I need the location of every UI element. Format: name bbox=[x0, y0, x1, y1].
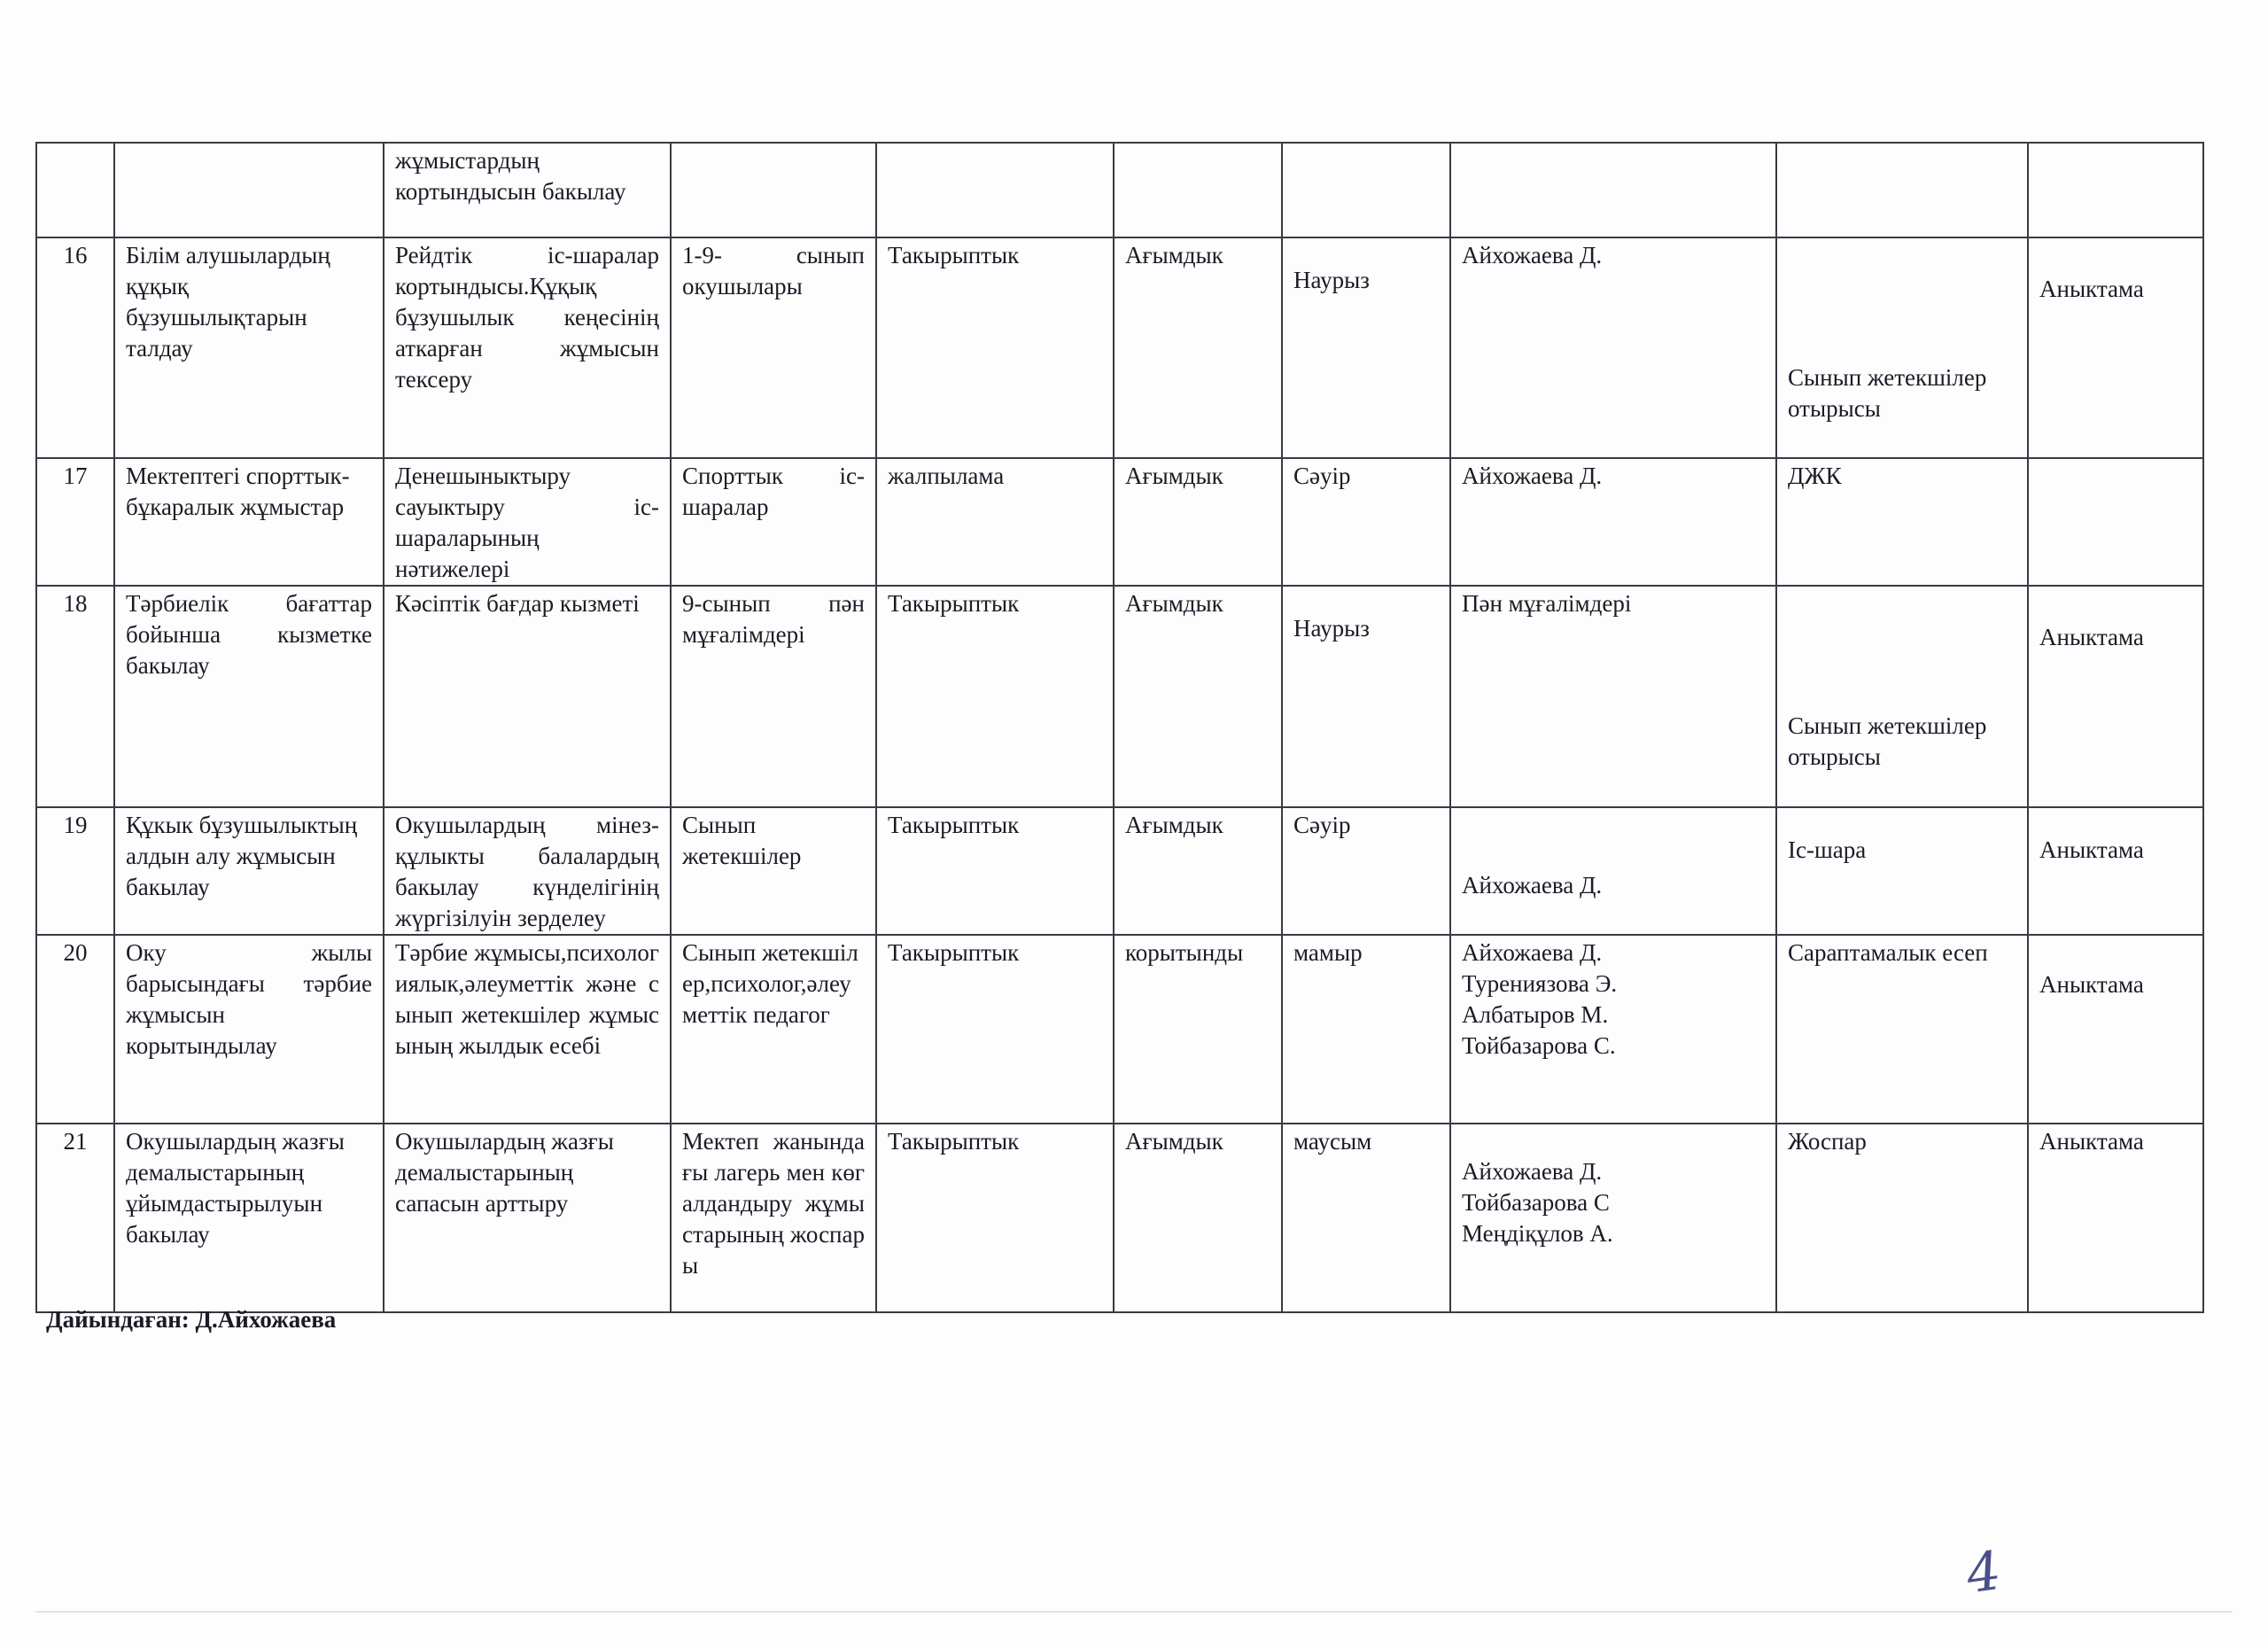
where-considered: Сынып жетекшілер отырысы bbox=[1776, 586, 2028, 807]
prepared-by: Дайындаған: Д.Айхожаева bbox=[46, 1306, 337, 1333]
row-number: 18 bbox=[36, 586, 114, 807]
responsible: Пән мұғалімдері bbox=[1450, 586, 1776, 807]
where-considered bbox=[1776, 143, 2028, 237]
control-purpose: Окушылардың мінез-құлыкты балалардың бакылау күнделігінің жүргізілуін зерделеу bbox=[384, 807, 671, 935]
result: Аныктама bbox=[2028, 237, 2203, 458]
control-plan-table bbox=[35, 142, 2204, 1313]
result: Аныктама bbox=[2028, 586, 2203, 807]
table-row bbox=[36, 586, 2203, 807]
control-area: Тәрбиелік бағаттар бойынша кызметке бакылау bbox=[114, 586, 384, 807]
row-number bbox=[36, 143, 114, 237]
control-type bbox=[876, 143, 1114, 237]
control-object: 9-сынып пән мұғалімдері bbox=[671, 586, 876, 807]
control-object: Сынып жетекшілер bbox=[671, 807, 876, 935]
control-purpose: Денешыныктыру сауыктыру іс-шараларының нәтижелері bbox=[384, 458, 671, 586]
responsible: Айхожаева Д. bbox=[1450, 237, 1776, 458]
control-type: Такырыптык bbox=[876, 1124, 1114, 1312]
control-time: Наурыз bbox=[1282, 237, 1450, 458]
where-considered: Сынып жетекшілер отырысы bbox=[1776, 237, 2028, 458]
control-area: Мектептегі спорттык-бұкаралык жұмыстар bbox=[114, 458, 384, 586]
control-object: 1-9- сынып окушылары bbox=[671, 237, 876, 458]
where-considered: Іс-шара bbox=[1776, 807, 2028, 935]
responsible: Айхожаева Д. Турениязова Э. Албатыров М. Тойбазарова С. bbox=[1450, 935, 1776, 1124]
control-object: Спорттык іс-шаралар bbox=[671, 458, 876, 586]
control-area: Құкык бұзушылыктың алдын алу жұмысын бакылау bbox=[114, 807, 384, 935]
control-area: Окушылардың жазғы демалыстарының ұйымдастырылуын бакылау bbox=[114, 1124, 384, 1312]
control-object bbox=[671, 143, 876, 237]
control-kind bbox=[1114, 143, 1282, 237]
responsible: Айхожаева Д. bbox=[1450, 807, 1776, 935]
control-kind: Ағымдык bbox=[1114, 1124, 1282, 1312]
result: Аныктама bbox=[2028, 935, 2203, 1124]
responsible: Айхожаева Д. Тойбазарова С Меңдіқұлов А. bbox=[1450, 1124, 1776, 1312]
control-area bbox=[114, 143, 384, 237]
result bbox=[2028, 143, 2203, 237]
result: Аныктама bbox=[2028, 1124, 2203, 1312]
control-type: жалпылама bbox=[876, 458, 1114, 586]
control-type: Такырыптык bbox=[876, 237, 1114, 458]
table-row bbox=[36, 143, 2203, 237]
scan-edge-line bbox=[35, 1611, 2233, 1613]
control-time: Сәуір bbox=[1282, 807, 1450, 935]
control-object: Сынып жетекшілер,психолог,әлеуметтік педагог bbox=[671, 935, 876, 1124]
table-row bbox=[36, 1124, 2203, 1312]
control-area: Білім алушылардың құқық бұзушылықтарын талдау bbox=[114, 237, 384, 458]
control-time: мамыр bbox=[1282, 935, 1450, 1124]
control-area: Оку жылы барысындағы тәрбие жұмысын корытындылау bbox=[114, 935, 384, 1124]
result bbox=[2028, 458, 2203, 586]
control-kind: Ағымдык bbox=[1114, 237, 1282, 458]
control-kind: Ағымдык bbox=[1114, 586, 1282, 807]
page-number: 4 bbox=[1962, 1539, 2005, 1606]
control-type: Такырыптык bbox=[876, 807, 1114, 935]
control-purpose: Тәрбие жұмысы,психологиялык,әлеуметтік және сынып жетекшілер жұмысының жылдык есебі bbox=[384, 935, 671, 1124]
control-time: Сәуір bbox=[1282, 458, 1450, 586]
control-purpose: Кәсіптік бағдар кызметі bbox=[384, 586, 671, 807]
control-purpose: Окушылардың жазғы демалыстарының сапасын арттыру bbox=[384, 1124, 671, 1312]
where-considered: Сараптамалык есеп bbox=[1776, 935, 2028, 1124]
row-number: 19 bbox=[36, 807, 114, 935]
row-number: 21 bbox=[36, 1124, 114, 1312]
responsible: Айхожаева Д. bbox=[1450, 458, 1776, 586]
table-row bbox=[36, 237, 2203, 458]
control-time: Наурыз bbox=[1282, 586, 1450, 807]
control-purpose: жұмыстардың кортындысын бакылау bbox=[384, 143, 671, 237]
control-kind: Ағымдык bbox=[1114, 458, 1282, 586]
control-object: Мектеп жанындағы лагерь мен көгалдандыру жұмыстарының жоспары bbox=[671, 1124, 876, 1312]
result: Аныктама bbox=[2028, 807, 2203, 935]
control-type: Такырыптык bbox=[876, 935, 1114, 1124]
control-purpose: Рейдтік іс-шаралар кортындысы.Құқық бұзушылык кеңесінің аткарған жұмысын тексеру bbox=[384, 237, 671, 458]
row-number: 17 bbox=[36, 458, 114, 586]
control-kind: корытынды bbox=[1114, 935, 1282, 1124]
control-time bbox=[1282, 143, 1450, 237]
row-number: 16 bbox=[36, 237, 114, 458]
control-kind: Ағымдык bbox=[1114, 807, 1282, 935]
row-number: 20 bbox=[36, 935, 114, 1124]
control-type: Такырыптык bbox=[876, 586, 1114, 807]
responsible bbox=[1450, 143, 1776, 237]
table-row bbox=[36, 458, 2203, 586]
where-considered: ДЖК bbox=[1776, 458, 2028, 586]
table-row bbox=[36, 935, 2203, 1124]
control-time: маусым bbox=[1282, 1124, 1450, 1312]
where-considered: Жоспар bbox=[1776, 1124, 2028, 1312]
table-row bbox=[36, 807, 2203, 935]
